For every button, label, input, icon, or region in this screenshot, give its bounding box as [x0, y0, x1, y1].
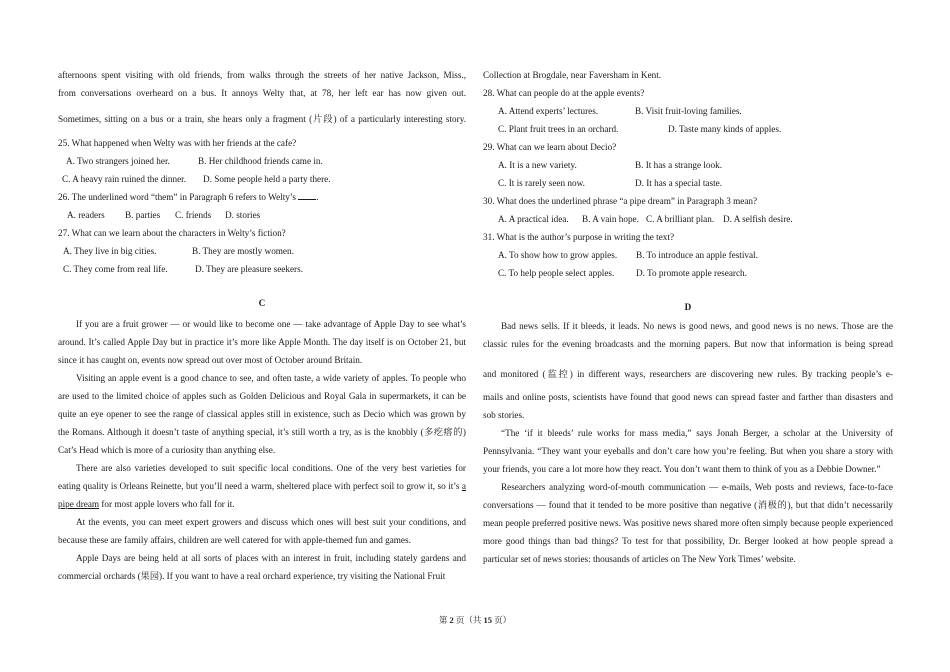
section-c-paragraph-2: Visiting an apple event is a good chance to see, and often taste, a wide variety of apples. To people who are used to the limited choice of apples such as Golden Delicious and Royal Gala in supermarkets, it can be quite an eye opener to see the range of classical apples still in existence, such as Decio which was grown by the Romans. Although it doesn’t taste of anything special, it’s still worth a try, as is the knobbly (多疙瘩的) Cat’s Head which is more of a curiosity than anything else. [58, 373, 466, 455]
footer-suffix: 页） [494, 615, 512, 625]
option-d: D. It has a special taste. [635, 178, 722, 188]
section-d-paragraph-1-line-1: Bad news sells. If it bleeds, it leads. No news is good news, and good news is no news. Those are the [501, 321, 893, 331]
option-a: A. It is a new variety. [498, 160, 577, 170]
answer-blank [298, 190, 319, 202]
section-d-paragraph-1-rest: mails and online posts, scientists have found that good news can spread faster and farther than disasters and sob stories. [483, 392, 893, 420]
paragraph-text: There are also varieties developed to suit specific local conditions. One of the very best varieties for eating quality is Orleans Reinette, but you’ll need a warm, sheltered place with perfect soil to grow it, so it’s [58, 463, 466, 491]
option-b: B. parties [125, 210, 161, 220]
question-stem-text: 26. The underlined word “them” in Paragraph 6 refers to Welty’s [58, 192, 296, 202]
page-footer [0, 614, 950, 626]
option-c: C. Plant fruit trees in an orchard. [498, 124, 619, 134]
option-a: A. Attend experts’ lectures. [498, 106, 599, 116]
option-d: D. Taste many kinds of apples. [668, 124, 782, 134]
paragraph-text-end: for most apple lovers who fall for it. [101, 499, 235, 509]
question-25 [58, 134, 466, 188]
passage-b-line-2: from conversations overheard on a bus. It annoys Welty that, at 78, her left ear has now given out. [58, 88, 466, 98]
question-30 [483, 192, 893, 228]
option-c: C. To help people select apples. [498, 268, 615, 278]
question-stem: 28. What can people do at the apple events? [483, 88, 645, 98]
section-c-paragraph-1: If you are a fruit grower — or would like to become one — take advantage of Apple Day to see what’s around. It’s called Apple Day but in practice it’s more like Apple Month. The day itself is on October 21, but since it has caught on, events now spread out over most of October around Britain. [58, 319, 466, 365]
question-stem-end: . [316, 192, 319, 202]
option-a: A. readers [67, 210, 105, 220]
option-d: D. Some people held a party there. [203, 174, 331, 184]
option-b: B. It has a strange look. [635, 160, 723, 170]
option-d: D. A selfish desire. [723, 214, 793, 224]
option-b: B. Visit fruit-loving families. [635, 106, 742, 116]
option-b: B. To introduce an apple festival. [636, 250, 758, 260]
section-d-paragraph-1-line-3: and monitored (监控) in different ways, researchers are discovering new rules. By tracking people’s e- [483, 369, 893, 379]
section-c-paragraph-3 [58, 459, 466, 513]
question-stem: 29. What can we learn about Decio? [483, 142, 617, 152]
question-29 [483, 138, 893, 192]
option-a: A. To show how to grow apples. [498, 250, 618, 260]
option-c: C. It is rarely seen now. [498, 178, 585, 188]
left-column [58, 66, 466, 585]
option-c: C. A heavy rain ruined the dinner. [62, 174, 187, 184]
question-31 [483, 228, 893, 282]
passage-b-line-3: Sometimes, sitting on a bus or a train, she hears only a fragment (片段) of a particularly interesting story. [58, 114, 466, 124]
section-c-heading: C [258, 298, 266, 308]
section-c-paragraph-4: At the events, you can meet expert growers and discuss which ones will best suit your conditions, and because these are family affairs, children are well catered for with apple-themed fun and games. [58, 517, 466, 545]
question-stem: 31. What is the author’s purpose in writing the text? [483, 232, 675, 242]
option-d: D. stories [225, 210, 261, 220]
underlined-phrase: a pipe dream [58, 481, 466, 509]
option-a: A. Two strangers joined her. [66, 156, 170, 166]
option-c: C. They come from real life. [63, 264, 168, 274]
option-a: A. They live in big cities. [63, 246, 157, 256]
option-c: C. A brilliant plan. [646, 214, 715, 224]
page-number: 2 [449, 615, 454, 625]
option-a: A. A practical idea. [498, 214, 569, 224]
question-28 [483, 84, 893, 138]
option-b: B. A vain hope. [582, 214, 639, 224]
option-b: B. They are mostly women. [192, 246, 294, 256]
question-stem [58, 188, 466, 206]
footer-prefix: 第 [438, 615, 448, 625]
section-d-paragraph-3: Researchers analyzing word-of-mouth communication — e-mails, Web posts and reviews, face-to-face conversations — found that it tended to be more positive than negative (消极的), but that didn’t necessarily mean people preferred positive news. Was positive news shared more often simply because people experienced more good things than bad things? To test for that possibility, Dr. Berger looked at how people spread a particular set of news stories: thousands of articles on The New York Times’ website. [483, 482, 893, 564]
section-c-paragraph-5-continued: Collection at Brogdale, near Faversham in Kent. [483, 70, 662, 80]
section-d-paragraph-2: “The ‘if it bleeds’ rule works for mass media,” says Jonah Berger, a scholar at the University of Pennsylvania. “They want your eyeballs and don’t care how you’re feeling. But when you share a story with your friends, you care a lot more how they react. You don’t want them to think of you as a Debbie Downer.” [483, 428, 893, 474]
section-c-paragraph-5: Apple Days are being held at all sorts of places with an interest in fruit, including stately gardens and commercial orchards (果园). If you want to have a real orchard experience, try visiting the National Fruit [58, 553, 466, 581]
question-stem: 30. What does the underlined phrase “a pipe dream” in Paragraph 3 mean? [483, 196, 758, 206]
question-stem: 27. What can we learn about the characters in Welty’s fiction? [58, 228, 286, 238]
option-c: C. friends [175, 210, 212, 220]
option-d: D. They are pleasure seekers. [195, 264, 303, 274]
option-d: D. To promote apple research. [636, 268, 747, 278]
question-26 [58, 188, 466, 224]
question-27 [58, 224, 466, 278]
option-b: B. Her childhood friends came in. [198, 156, 323, 166]
footer-middle: 页（共 [455, 615, 482, 625]
section-d-paragraph-1-line-2: classic rules for the evening broadcasts and the morning papers. But now that information is being spread [483, 339, 893, 349]
question-stem: 25. What happened when Welty was with her friends at the cafe? [58, 138, 297, 148]
section-d-heading: D [684, 302, 692, 312]
total-pages: 15 [483, 615, 492, 625]
passage-b-line-1: afternoons spent visiting with old friends, from walks through the streets of her native Jackson, Miss., [58, 70, 466, 80]
right-column [483, 66, 893, 568]
